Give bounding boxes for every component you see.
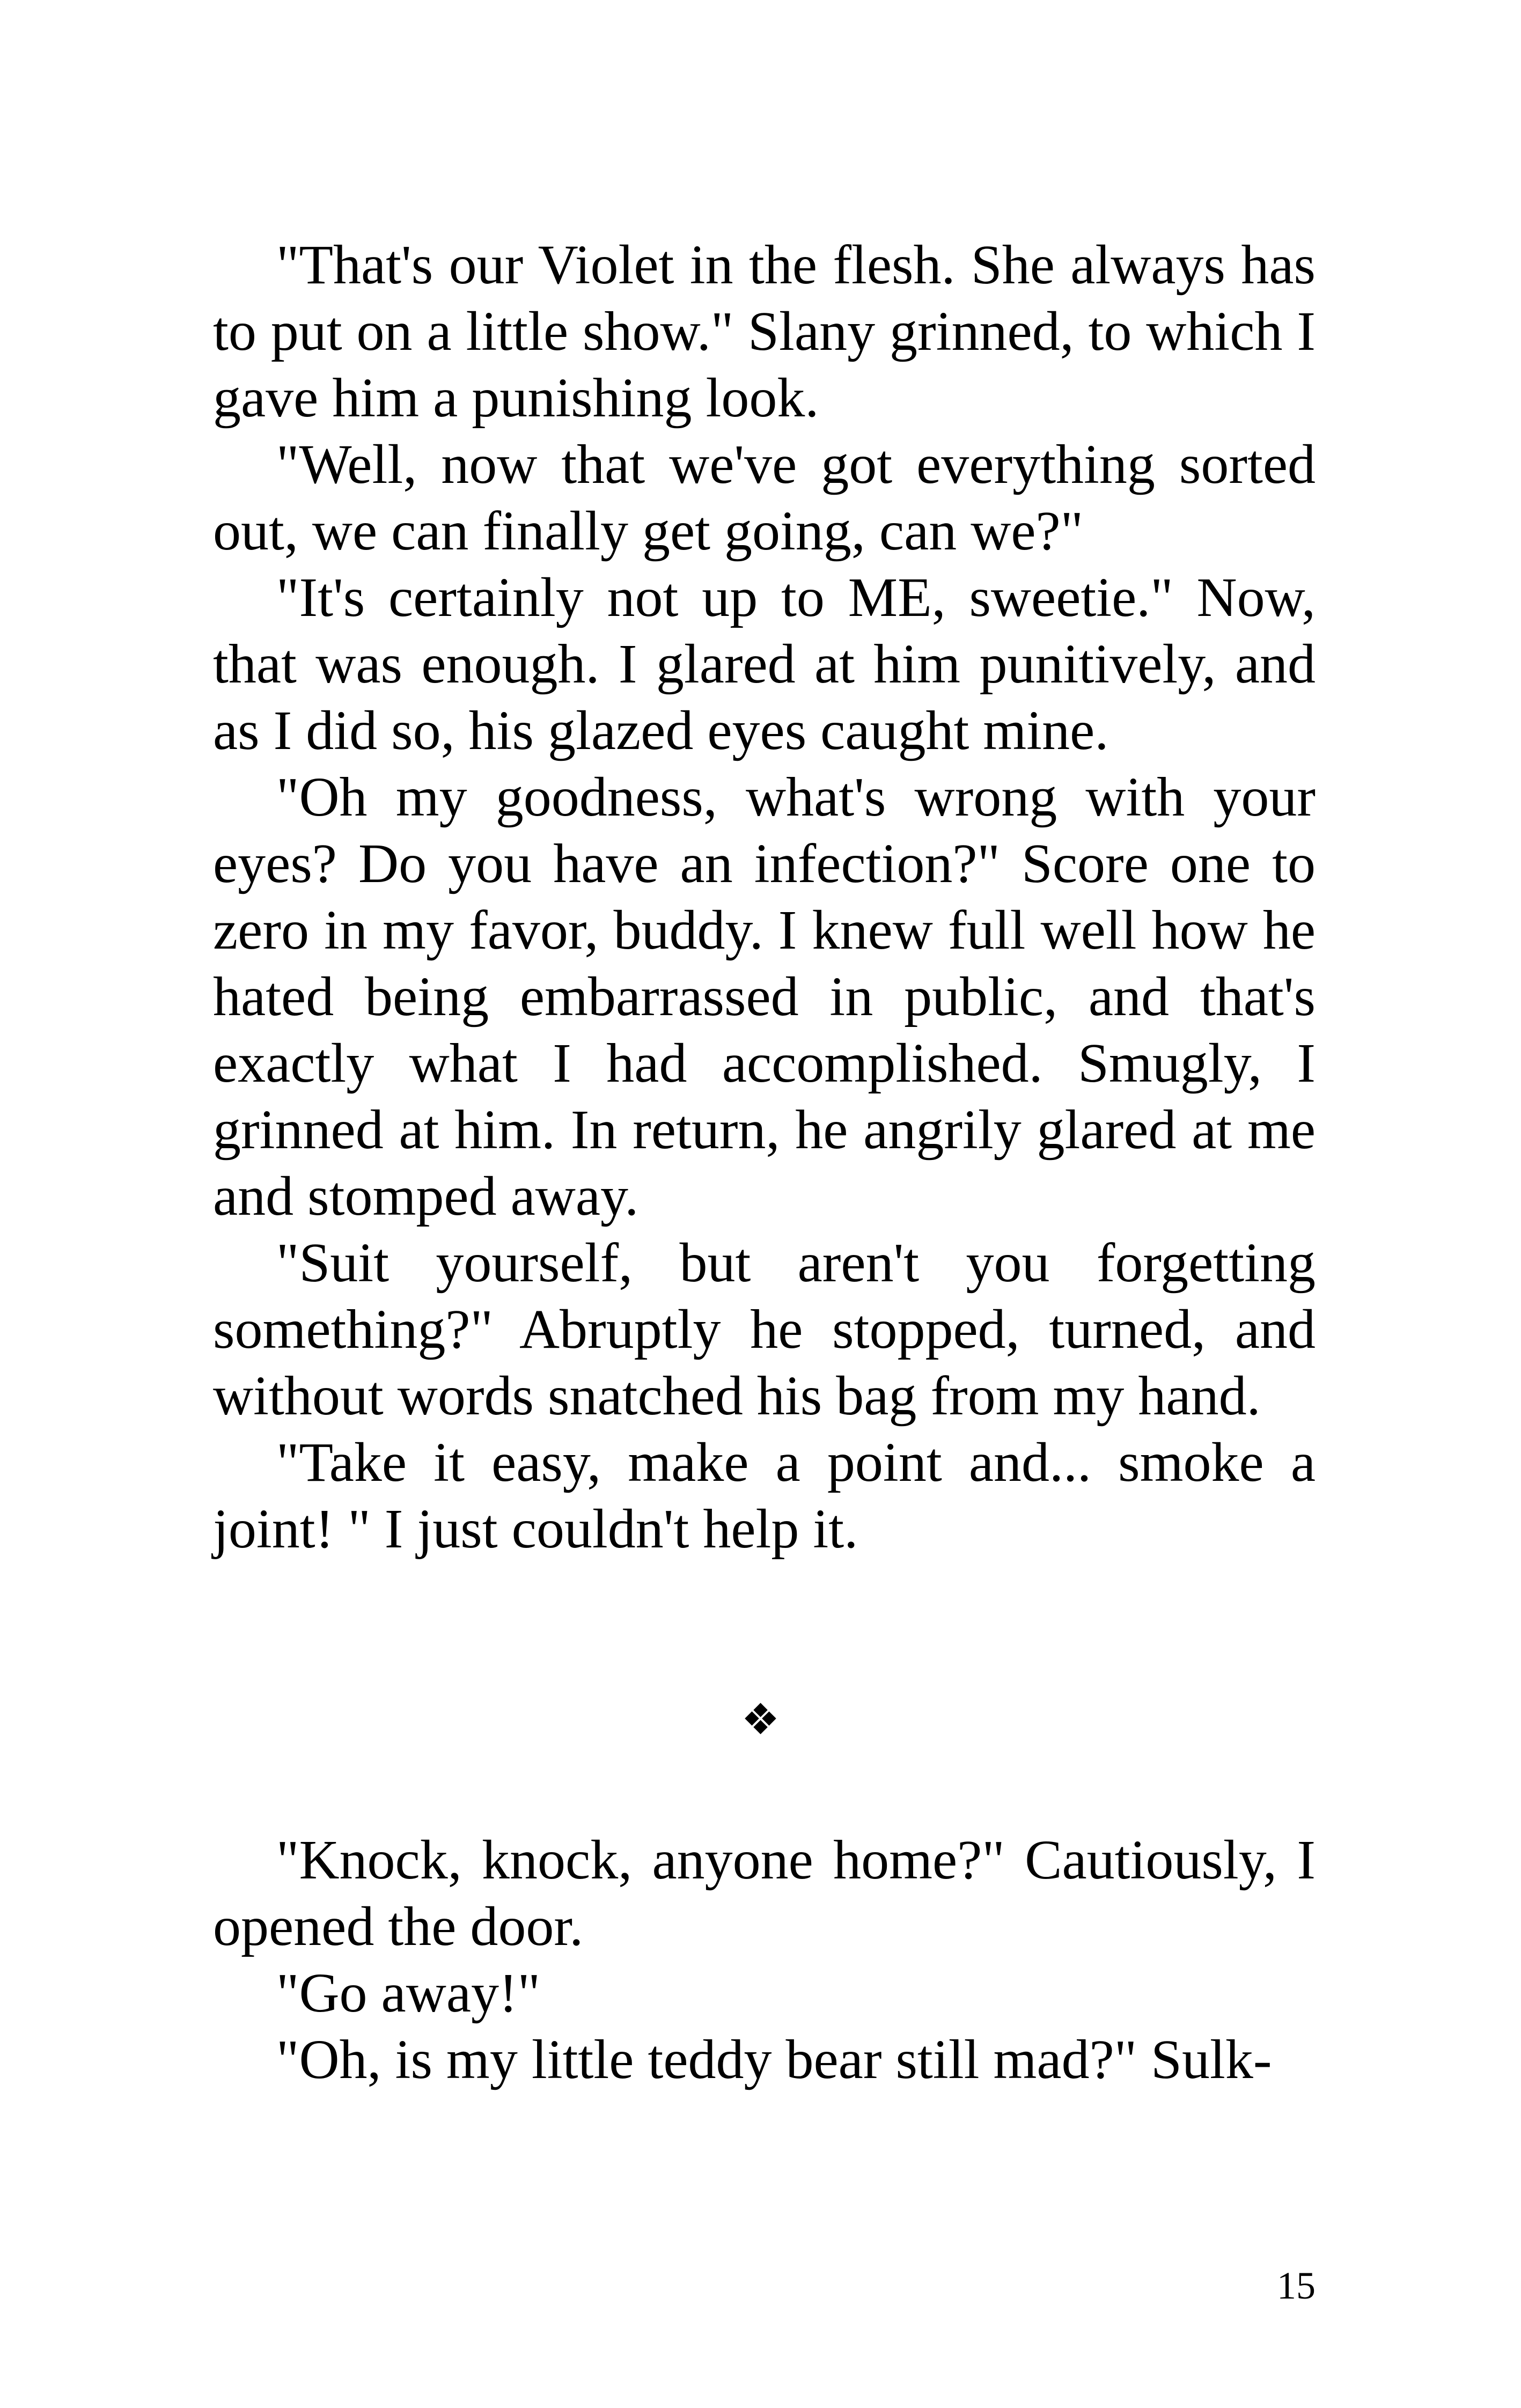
paragraph: "Go away!" [276, 1962, 541, 2024]
paragraph: "Knock, knock, anyone home?" Cautiously, I opened the door. [213, 1829, 1316, 1957]
body-text-bottom [213, 1827, 1316, 2093]
section-break-ornament-icon: ❖ [741, 1694, 780, 1744]
paragraph: "Suit yourself, but aren't you forgetting something?" Abruptly he stopped, turned, and without words snatched his bag from my hand. [213, 1232, 1316, 1427]
paragraph: "Oh my goodness, what's wrong with your eyes? Do you have an infection?" Score one to zero in my favor, buddy. I knew full well how he hated being embarrassed in public, and that's exactly what I had accomplished. Smugly, I grinned at him. In return, he angrily glared at me and stomped away. [213, 766, 1316, 1227]
paragraph: "Oh, is my little teddy bear still mad?" Sulk- [276, 2029, 1272, 2090]
paragraph: "It's certainly not up to ME, sweetie." Now, that was enough. I glared at him punitively, and as I did so, his glazed eyes caught mine. [213, 567, 1316, 761]
paragraph: "Take it easy, make a point and... smoke a joint! " I just couldn't help it. [213, 1431, 1316, 1560]
page-number: 15 [1277, 2264, 1316, 2307]
paragraph: "That's our Violet in the flesh. She always has to put on a little show." Slany grinned, to which I gave him a punishing look. [213, 234, 1316, 429]
body-text-top [213, 232, 1316, 1562]
paragraph: "Well, now that we've got everything sorted out, we can finally get going, can we?" [213, 434, 1316, 562]
